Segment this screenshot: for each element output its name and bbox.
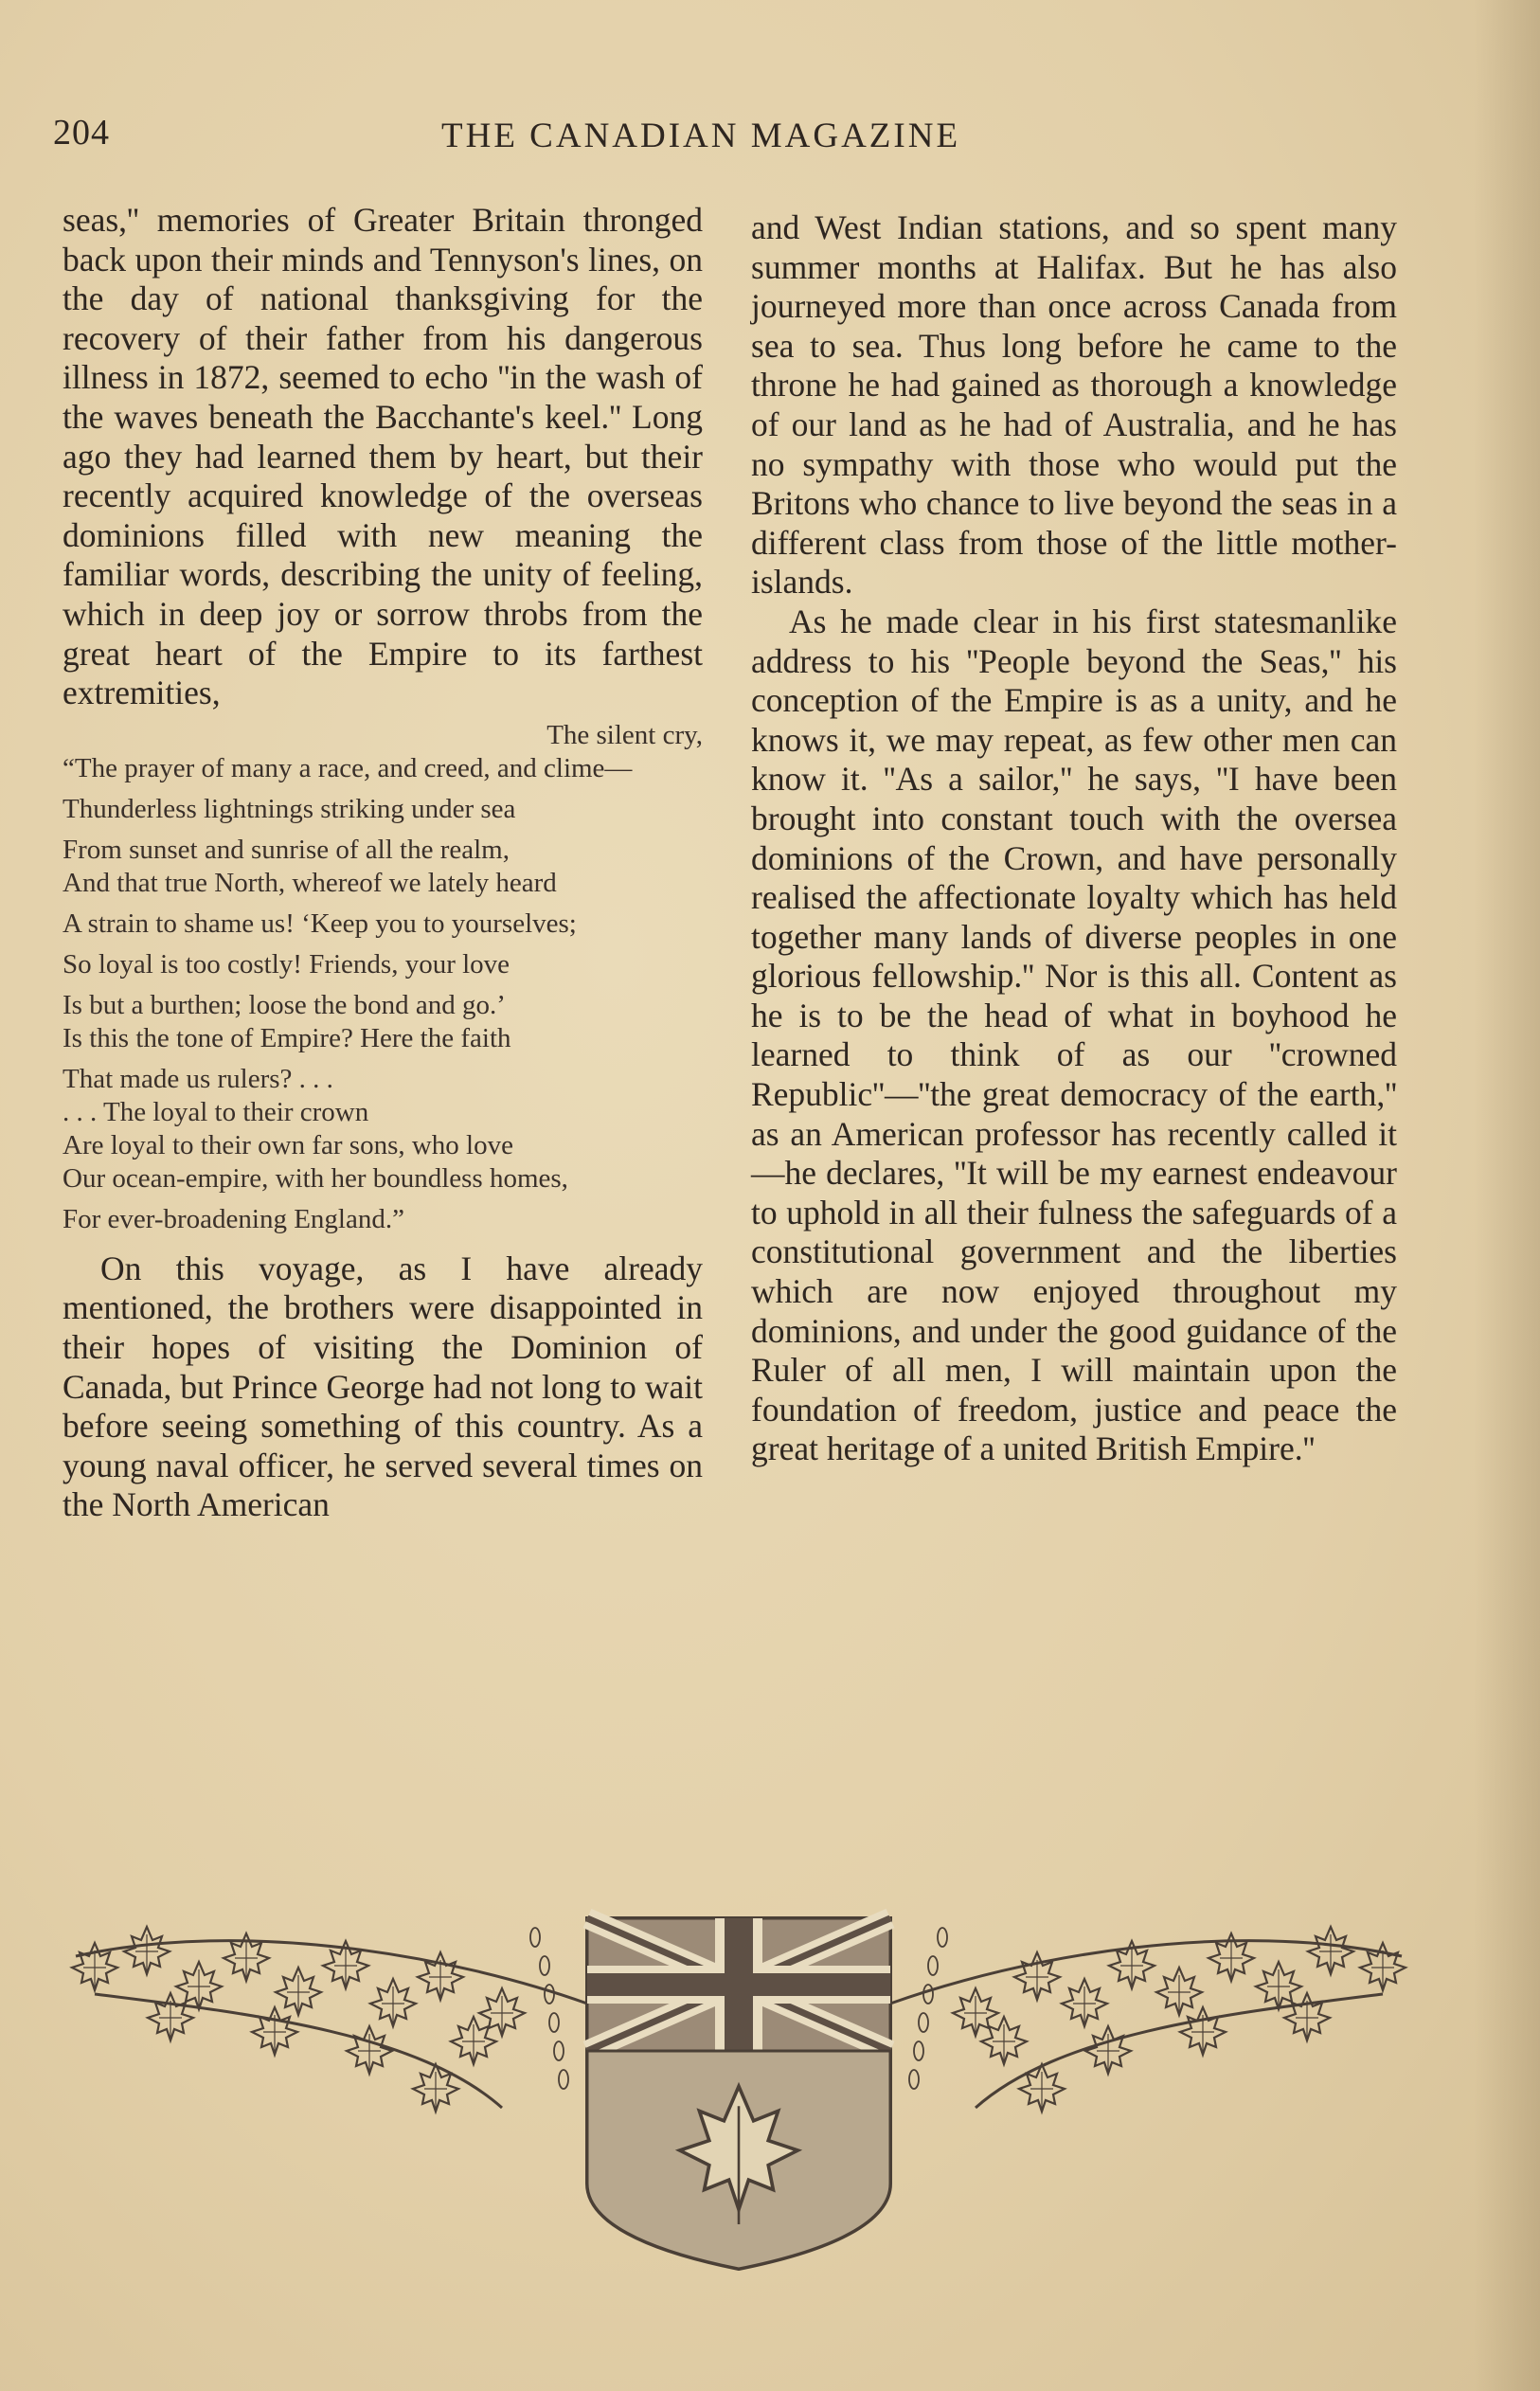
page-header (53, 112, 1398, 169)
poem-line: Are loyal to their own far sons, who love (63, 1129, 513, 1160)
shield (587, 1918, 890, 2269)
running-head: THE CANADIAN MAGAZINE (441, 117, 961, 155)
right-leaf-wreath (890, 1927, 1406, 2112)
poem-line: From sunset and sunrise of all the realm, (63, 834, 510, 865)
poem-line: Our ocean-empire, with her boundless homes, (63, 1162, 568, 1194)
poem-line: A strain to shame us! ‘Keep you to yourselves; (63, 908, 577, 939)
poem-line: Is but a burthen; loose the bond and go.’ (63, 989, 506, 1020)
poem-line: That made us rulers? . . . (63, 1063, 333, 1094)
right-column (751, 208, 1397, 1469)
poem-line: And that true North, whereof we lately heard (63, 867, 557, 898)
poem-line: For ever-broadening England.” (63, 1203, 404, 1234)
right-paragraph-1: and West Indian stations, and so spent many summer months at Halifax. But he has also journeyed more than once across Canada from sea to sea. Thus long before he came to the throne he had gained as thorough a knowledge of our land as he had of Australia, and he has no sympathy with those who would put the Britons who chance to live beyond the seas in a different class from those of the little mother-islands. (751, 208, 1397, 602)
poem-line: The silent cry, (546, 719, 703, 750)
union-flag-maple-leaf-shield-ornament-icon (57, 1899, 1421, 2278)
poem-line: “The prayer of many a race, and creed, and clime— (63, 752, 633, 783)
poem-line: Thunderless lightnings striking under sea (63, 793, 516, 824)
left-column (63, 201, 703, 1525)
poem-line: So loyal is too costly! Friends, your love (63, 948, 510, 980)
left-paragraph-1: seas,'' memories of Greater Britain thronged back upon their minds and Tennyson's lines, on the day of national thanksgiving for the recovery of their father from his dangerous illness in 1872, seemed to echo ''in the wash of the waves beneath the Bacchante's keel.'' Long ago they had learned them by heart, but their recently acquired knowledge of the overseas dominions filled with new meaning the familiar words, describing the unity of feeling, which in deep joy or sorrow throbs from the great heart of the Empire to its farthest extremities, (63, 201, 703, 712)
right-paragraph-2: As he made clear in his first statesmanlike address to his ''People beyond the Seas,'' his conception of the Empire is as a unity, and he knows it, we may repeat, as few other men can know it. ''As a sailor,'' he says, ''I have been brought into constant touch with the oversea dominions of the Crown, and have personally realised the affectionate loyalty which has held together many lands of diverse peoples in one glorious fellowship.'' Nor is this all. Content as he is to be the head of what in boyhood he learned to think of as our ''crowned Republic''—''the great democracy of the earth,'' as an American professor has recently called it—he declares, ''It will be my earnest endeavour to uphold in all their fulness the safeguards of a constitutional government and the liberties which are now enjoyed throughout my dominions, and under the good guidance of the Ruler of all men, I will maintain upon the foundation of freedom, justice and peace the great heritage of a united British Empire.'' (751, 602, 1397, 1468)
left-paragraph-2: On this voyage, as I have already mentioned, the brothers were disappointed in their hopes of visiting the Dominion of Canada, but Prince George had not long to wait before seeing something of this country. As a young naval officer, he served several times on the North American (63, 1249, 703, 1524)
page-number: 204 (53, 113, 110, 153)
poem-quotation (63, 719, 703, 1236)
poem-line: Is this the tone of Empire? Here the faith (63, 1022, 511, 1053)
poem-line: . . . The loyal to their crown (63, 1096, 369, 1127)
left-leaf-wreath (72, 1927, 587, 2112)
